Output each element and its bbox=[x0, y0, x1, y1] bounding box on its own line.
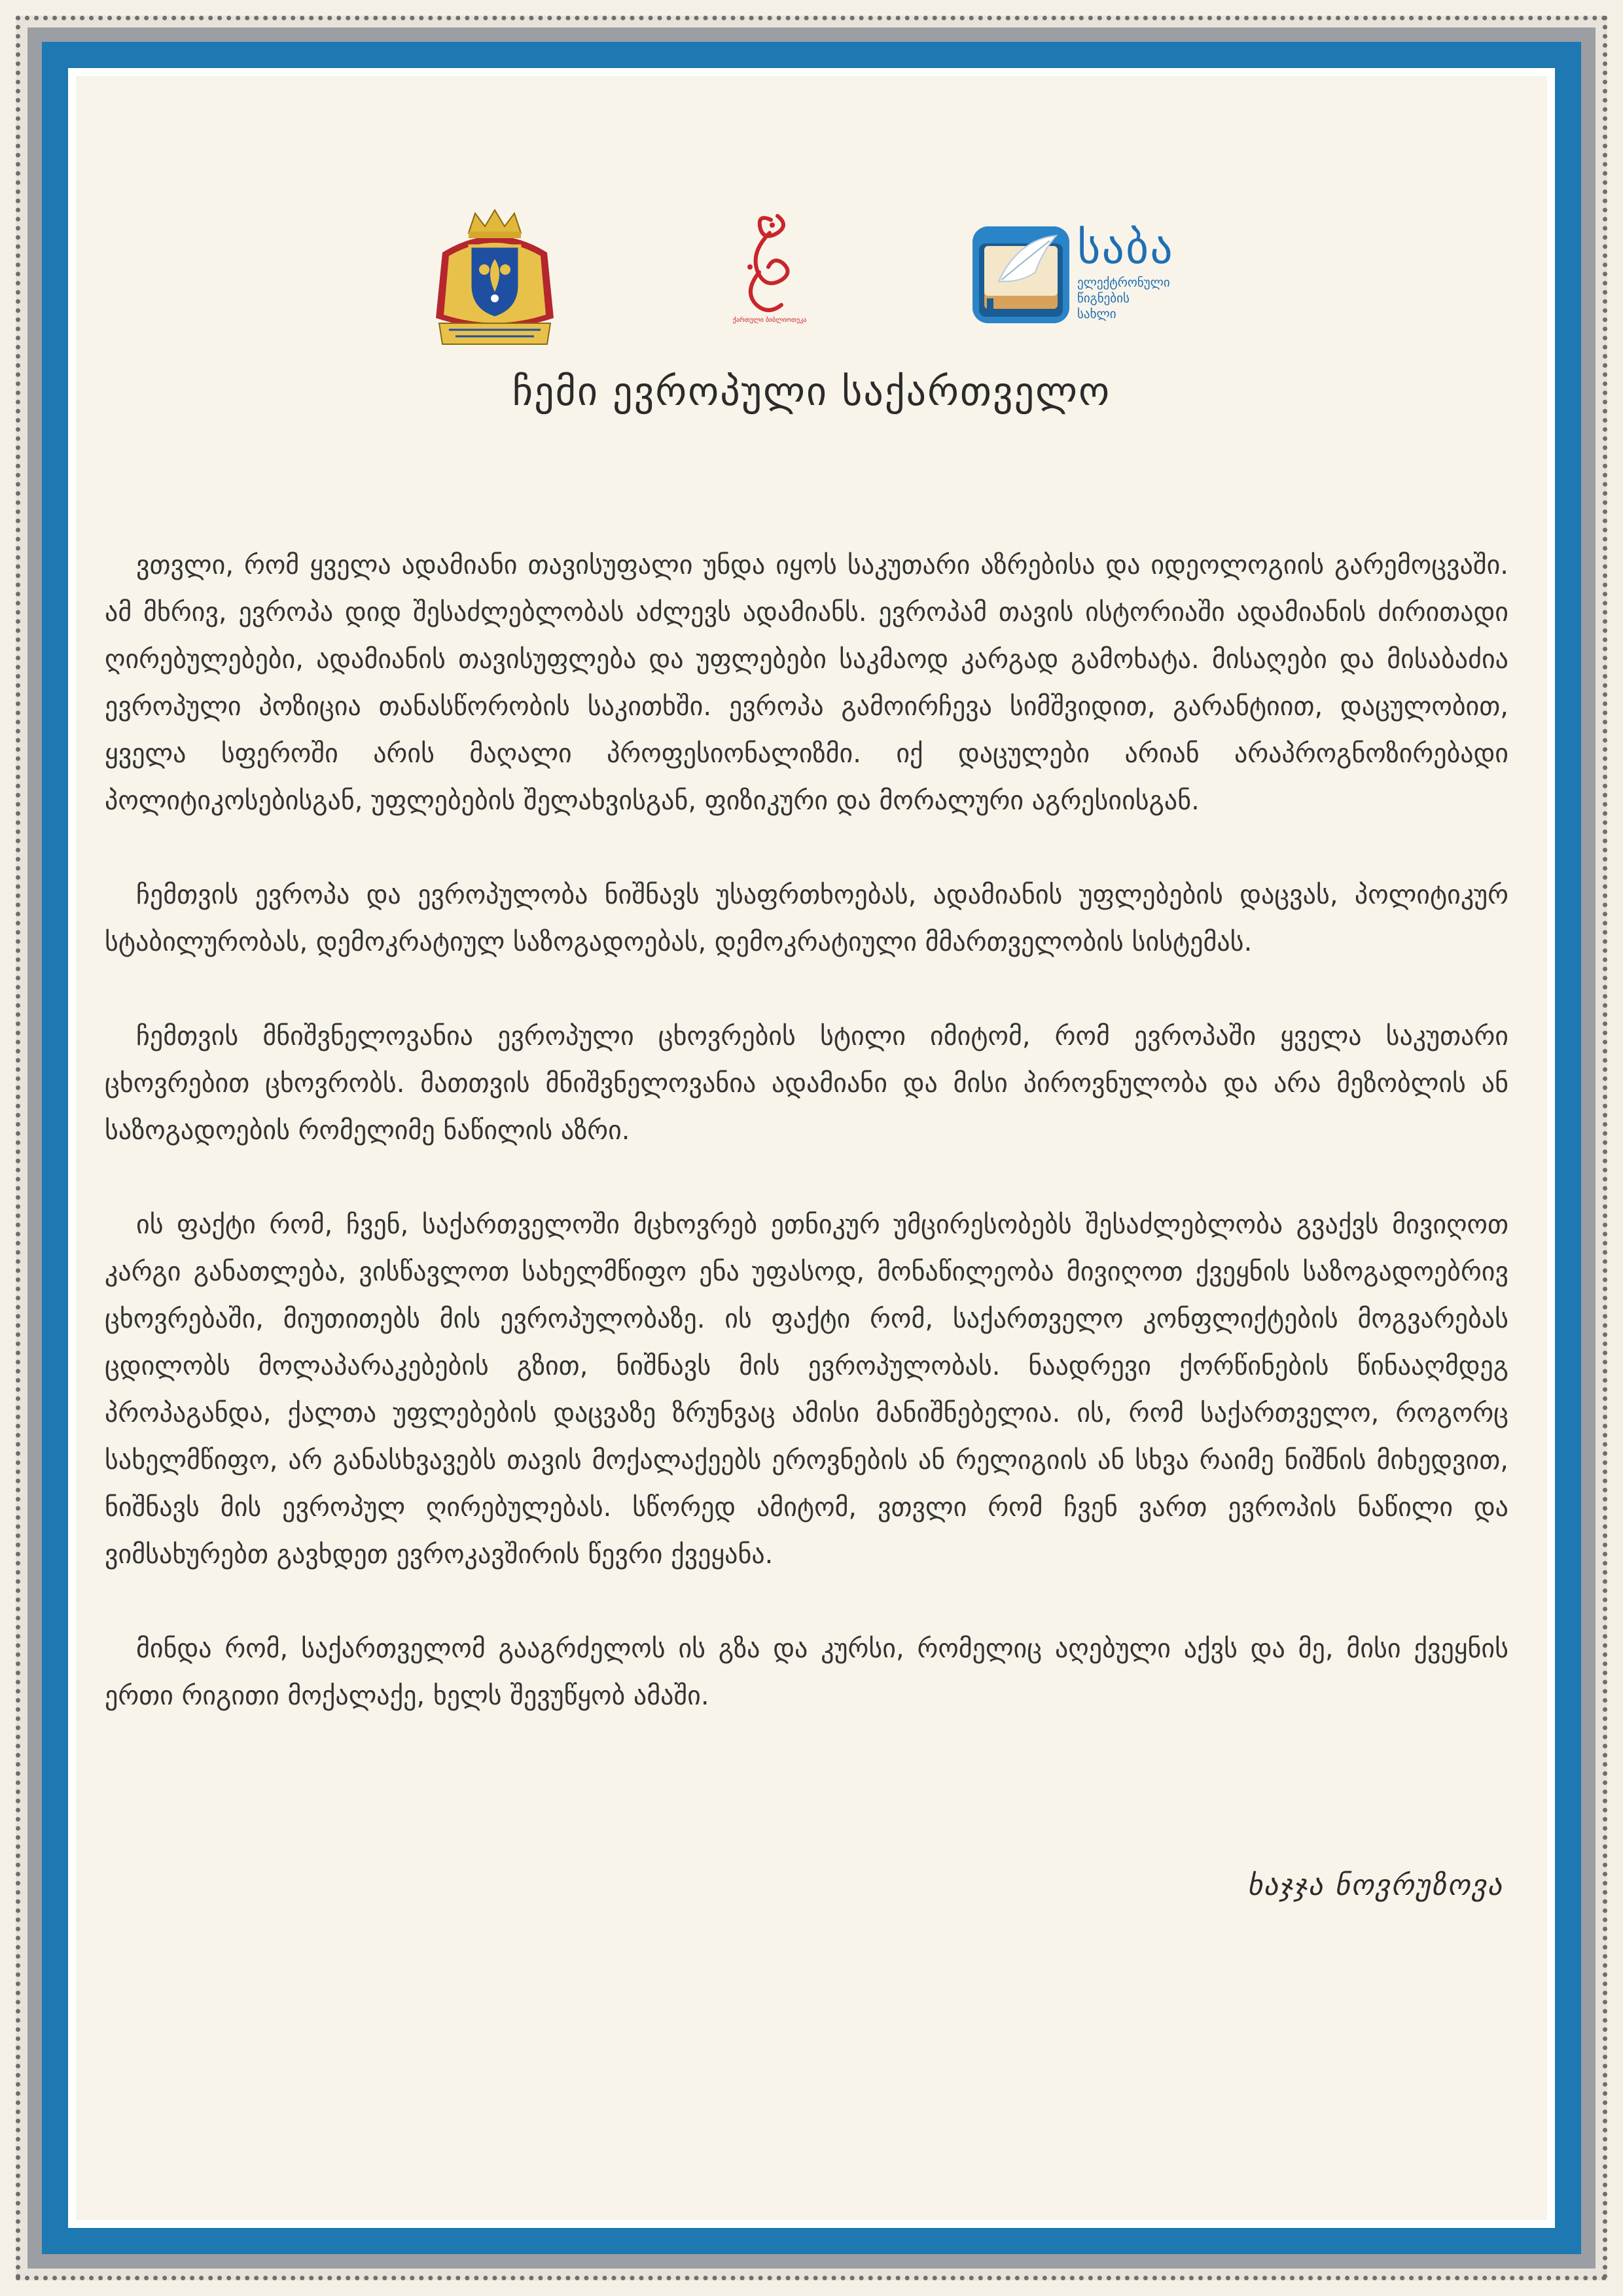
ornament-icon bbox=[730, 207, 809, 338]
municipality-crest-logo bbox=[429, 207, 560, 351]
paragraph: ჩემთვის მნიშვნელოვანია ევროპული ცხოვრების სტილი იმიტომ, რომ ევროპაში ყველა საკუთარი ცხოვრებით ცხოვრობს. მათთვის მნიშვნელოვანია ადამიანი და მისი პიროვნულობა და არა მეზობლის ან საზოგადოების რომელიმე ნაწილის აზრი. bbox=[105, 1021, 1508, 1146]
paragraph: ვთვლი, რომ ყველა ადამიანი თავისუფალი უნდა იყოს საკუთარი აზრებისა და იდეოლოგიის გარემოცვაში. ამ მხრივ, ევროპა დიდ შესაძლებლობას აძლევს ადამიანს. ევროპამ თავის ისტორიაში ადამიანის ძირითადი ღირებულებები, ადამიანის თავისუფლება და უფლებები საკმაოდ კარგად გამოხატა. მისაღები და მისაბაძია ევროპული პოზიცია თანასწორობის საკითხში. ევროპა გამოირჩევა სიმშვიდით, გარანტიით, დაცულობით, ყველა სფეროში არის მაღალი პროფესიონალიზმი. იქ დაცულები არიან არაპროგნოზირებადი პოლიტიკოსებისგან, უფლებების შელახვისგან, ფიზიკური და მორალური აგრესიისგან. bbox=[105, 550, 1508, 816]
saba-subtitle-3: სახლი bbox=[1077, 307, 1116, 321]
document-title: ჩემი ევროპული საქართველო bbox=[512, 369, 1111, 415]
author-signature: ხაჯჯა ნოვრუზოვა bbox=[1247, 1869, 1503, 1902]
book-feather-icon bbox=[972, 226, 1069, 323]
paragraph: ის ფაქტი რომ, ჩვენ, საქართველოში მცხოვრებ ეთნიკურ უმცირესობებს შესაძლებლობა გვაქვს მივიღოთ კარგი განათლება, ვისწავლოთ სახელმწიფო ენა უფასოდ, მონაწილეობა მივიღოთ ქვეყნის საზოგადოებრივ ცხოვრებაში, მიუთითებს მის ევროპულობაზე. ის ფაქტი რომ, საქართველო კონფლიქტების მოგვარებას ცდილობს მოლაპარაკებების გზით, ნიშნავს მის ევროპულობას. ნაადრევი ქორწინების წინააღმდეგ პროპაგანდა, ქალთა უფლებების დაცვაზე ზრუნვაც ამისი მანიშნებელია. ის, რომ საქართველო, როგორც სახელმწიფო, არ განასხვავებს თავის მოქალაქეებს ეროვნების ან რელიგიის ან სხვა რაიმე ნიშნის მიხედვით, ნიშნავს მის ევროპულ ღირებულებას. სწორედ ამიტომ, ვთვლი რომ ჩვენ ვართ ევროპის ნაწილი და ვიმსახურებთ გავხდეთ ევროკავშირის წევრი ქვეყანა. bbox=[105, 1210, 1508, 1570]
paragraph: ჩემთვის ევროპა და ევროპულობა ნიშნავს უსაფრთხოებას, ადამიანის უფლებების დაცვას, პოლიტიკურ სტაბილურობას, დემოკრატიულ საზოგადოებას, დემოკრატიული მმართველობის სისტემას. bbox=[105, 880, 1508, 957]
library-ornament-logo bbox=[730, 207, 809, 338]
saba-title: საბა bbox=[1077, 222, 1174, 274]
saba-logo bbox=[972, 222, 1208, 325]
crest-icon bbox=[429, 207, 560, 351]
document-page bbox=[76, 76, 1547, 2220]
paragraph: მინდა რომ, საქართველომ გააგრძელოს ის გზა და კურსი, რომელიც აღებული აქვს და მე, მისი ქვეყნის ერთი რიგითი მოქალაქე, ხელს შევუწყობ ამაში. bbox=[105, 1634, 1508, 1711]
saba-subtitle-2: წიგნების bbox=[1077, 291, 1130, 306]
logo-row bbox=[76, 207, 1547, 364]
saba-wordmark bbox=[1077, 222, 1174, 322]
svg-text:ქართული ბიბლიოთეკა: ქართული ბიბლიოთეკა bbox=[732, 317, 807, 324]
saba-subtitle-1: ელექტრონული bbox=[1077, 275, 1170, 290]
essay-body bbox=[105, 542, 1508, 1727]
